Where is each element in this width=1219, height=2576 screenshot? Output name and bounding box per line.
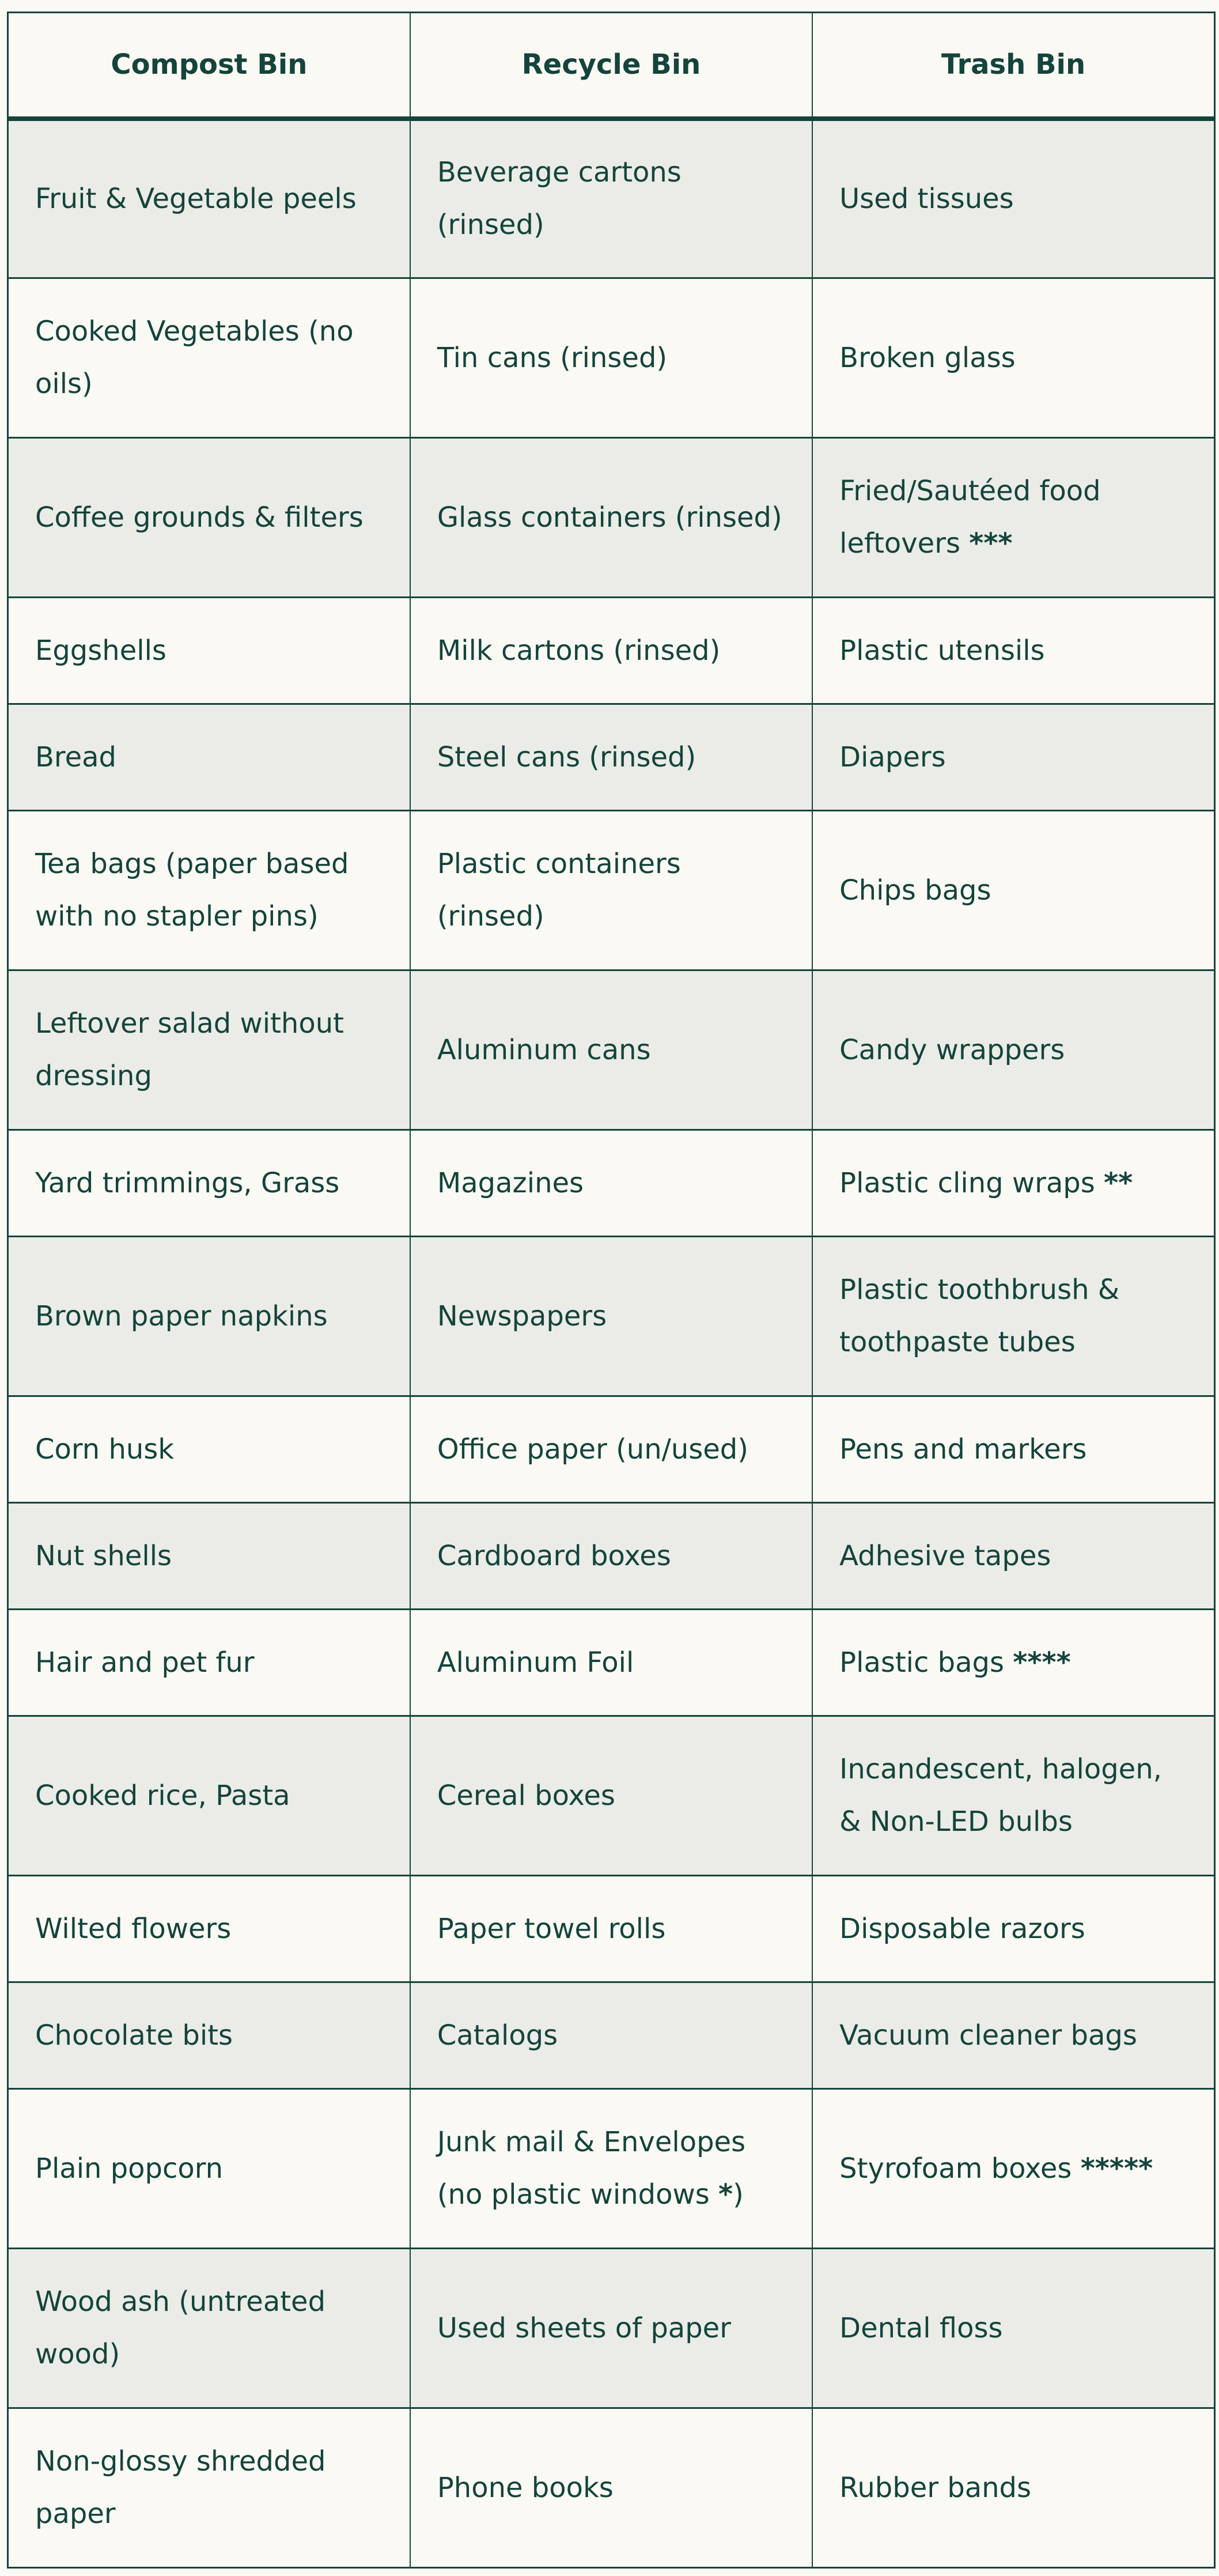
header-recycle-bin: Recycle Bin <box>410 13 812 119</box>
table-row <box>8 2089 1215 2249</box>
compost-cell <box>8 598 410 704</box>
recycle-item-text: Milk cartons (rinsed) <box>437 634 721 667</box>
compost-cell <box>8 278 410 438</box>
compost-cell <box>8 1876 410 1982</box>
recycle-cell <box>410 119 812 278</box>
table-body <box>8 119 1215 2568</box>
compost-item-text: Leftover salad without dressing <box>35 1007 344 1092</box>
recycle-cell <box>410 278 812 438</box>
compost-item-text: Wood ash (untreated wood) <box>35 2286 326 2370</box>
compost-item-text: Cooked Vegetables (no oils) <box>35 315 354 400</box>
table-row <box>8 1716 1215 1876</box>
compost-item-text: Nut shells <box>35 1539 172 1572</box>
table-row <box>8 811 1215 970</box>
recycle-cell <box>410 2408 812 2568</box>
trash-item-text: Fried/Sautéed food leftovers <box>839 475 1101 560</box>
compost-item-text: Bread <box>35 741 117 773</box>
compost-item-text: Cooked rice, Pasta <box>35 1779 290 1812</box>
trash-cell <box>812 1876 1214 1982</box>
table-row <box>8 278 1215 438</box>
recycle-cell <box>410 1396 812 1503</box>
trash-item-text: Rubber bands <box>839 2471 1032 2504</box>
table-row <box>8 1237 1215 1396</box>
recycle-cell <box>410 1503 812 1610</box>
trash-cell <box>812 2089 1214 2249</box>
compost-item-text: Coffee grounds & filters <box>35 501 364 534</box>
recycle-item-text: Cereal boxes <box>437 1779 615 1812</box>
trash-item-text: Vacuum cleaner bags <box>839 2019 1137 2052</box>
compost-cell <box>8 1237 410 1396</box>
recycle-item-text: Cardboard boxes <box>437 1539 671 1572</box>
compost-item-text: Tea bags (paper based with no stapler pins) <box>35 848 349 932</box>
recycle-cell <box>410 2089 812 2249</box>
recycle-item-text: Aluminum Foil <box>437 1646 634 1679</box>
trash-item-text: Pens and markers <box>839 1433 1087 1465</box>
trash-item-text: Styrofoam boxes <box>839 2152 1081 2185</box>
trash-cell <box>812 970 1214 1130</box>
trash-item-text: Broken glass <box>839 341 1016 374</box>
table-row <box>8 1610 1215 1716</box>
trash-item-text: Diapers <box>839 741 946 773</box>
compost-cell <box>8 1396 410 1503</box>
recycle-cell <box>410 811 812 970</box>
trash-cell <box>812 1982 1214 2089</box>
recycle-cell <box>410 704 812 811</box>
compost-item-text: Plain popcorn <box>35 2152 224 2185</box>
trash-cell <box>812 1396 1214 1503</box>
trash-cell <box>812 598 1214 704</box>
footnote-marker: * <box>718 2178 733 2211</box>
recycle-item-text: Plastic containers (rinsed) <box>437 848 681 932</box>
table-row <box>8 1503 1215 1610</box>
table-header-row <box>8 13 1215 119</box>
recycle-cell <box>410 1716 812 1876</box>
recycle-item-text: Steel cans (rinsed) <box>437 741 696 773</box>
recycle-item-text: Magazines <box>437 1166 584 1199</box>
recycle-item-text: Paper towel rolls <box>437 1912 666 1945</box>
compost-item-text: Hair and pet fur <box>35 1646 255 1679</box>
trash-item-text: Adhesive tapes <box>839 1539 1051 1572</box>
table-row <box>8 1130 1215 1237</box>
compost-cell <box>8 438 410 598</box>
trash-cell <box>812 1237 1214 1396</box>
table-row <box>8 970 1215 1130</box>
table-row <box>8 598 1215 704</box>
compost-item-text: Eggshells <box>35 634 166 667</box>
recycle-item-text: Catalogs <box>437 2019 558 2052</box>
trash-cell <box>812 1503 1214 1610</box>
table-row <box>8 1876 1215 1982</box>
compost-cell <box>8 1610 410 1716</box>
header-compost-bin: Compost Bin <box>8 13 410 119</box>
compost-cell <box>8 119 410 278</box>
footnote-marker: *** <box>969 527 1013 560</box>
recycle-cell <box>410 1610 812 1716</box>
table-row <box>8 2249 1215 2408</box>
compost-cell <box>8 2249 410 2408</box>
table-row <box>8 438 1215 598</box>
trash-cell <box>812 119 1214 278</box>
trash-item-text: Plastic utensils <box>839 634 1045 667</box>
compost-cell <box>8 704 410 811</box>
waste-sorting-table <box>7 12 1216 2569</box>
recycle-item-text: Aluminum cans <box>437 1033 651 1066</box>
recycle-cell <box>410 1876 812 1982</box>
footnote-marker: **** <box>1013 1646 1071 1679</box>
compost-cell <box>8 970 410 1130</box>
compost-cell <box>8 1130 410 1237</box>
trash-item-text: Plastic cling wraps <box>839 1166 1104 1199</box>
compost-cell <box>8 1982 410 2089</box>
recycle-cell <box>410 2249 812 2408</box>
recycle-item-suffix: ) <box>733 2178 744 2211</box>
compost-cell <box>8 2089 410 2249</box>
trash-item-text: Plastic bags <box>839 1646 1013 1679</box>
recycle-item-text: Junk mail & Envelopes (no plastic windows <box>437 2126 746 2211</box>
table-row <box>8 1396 1215 1503</box>
compost-item-text: Non-glossy shredded paper <box>35 2445 326 2530</box>
recycle-cell <box>410 438 812 598</box>
header-trash-bin: Trash Bin <box>812 13 1214 119</box>
compost-item-text: Corn husk <box>35 1433 175 1465</box>
trash-item-text: Candy wrappers <box>839 1033 1065 1066</box>
recycle-cell <box>410 1237 812 1396</box>
recycle-cell <box>410 1130 812 1237</box>
trash-cell <box>812 1716 1214 1876</box>
trash-item-text: Dental floss <box>839 2311 1003 2344</box>
recycle-item-text: Phone books <box>437 2471 614 2504</box>
table-row <box>8 119 1215 278</box>
trash-item-text: Disposable razors <box>839 1912 1085 1945</box>
trash-cell <box>812 2408 1214 2568</box>
compost-cell <box>8 2408 410 2568</box>
table-row <box>8 2408 1215 2568</box>
recycle-item-text: Newspapers <box>437 1300 607 1332</box>
trash-cell <box>812 438 1214 598</box>
table-row <box>8 704 1215 811</box>
trash-cell <box>812 278 1214 438</box>
table-row <box>8 1982 1215 2089</box>
trash-cell <box>812 811 1214 970</box>
compost-item-text: Wilted flowers <box>35 1912 232 1945</box>
recycle-cell <box>410 598 812 704</box>
trash-cell <box>812 1610 1214 1716</box>
compost-cell <box>8 1503 410 1610</box>
footnote-marker: ***** <box>1080 2152 1153 2185</box>
compost-item-text: Yard trimmings, Grass <box>35 1166 340 1199</box>
recycle-item-text: Used sheets of paper <box>437 2311 731 2344</box>
recycle-item-text: Tin cans (rinsed) <box>437 341 668 374</box>
footnote-marker: ** <box>1104 1166 1133 1199</box>
recycle-cell <box>410 1982 812 2089</box>
recycle-item-text: Beverage cartons (rinsed) <box>437 156 682 241</box>
compost-cell <box>8 811 410 970</box>
trash-item-text: Chips bags <box>839 874 991 906</box>
recycle-cell <box>410 970 812 1130</box>
trash-cell <box>812 704 1214 811</box>
recycle-item-text: Office paper (un/used) <box>437 1433 748 1465</box>
compost-item-text: Brown paper napkins <box>35 1300 328 1332</box>
compost-cell <box>8 1716 410 1876</box>
recycle-item-text: Glass containers (rinsed) <box>437 501 782 534</box>
trash-cell <box>812 1130 1214 1237</box>
trash-item-text: Incandescent, halogen, & Non-LED bulbs <box>839 1753 1162 1838</box>
trash-cell <box>812 2249 1214 2408</box>
compost-item-text: Chocolate bits <box>35 2019 233 2052</box>
compost-item-text: Fruit & Vegetable peels <box>35 182 357 215</box>
trash-item-text: Used tissues <box>839 182 1014 215</box>
trash-item-text: Plastic toothbrush & toothpaste tubes <box>839 1274 1120 1358</box>
